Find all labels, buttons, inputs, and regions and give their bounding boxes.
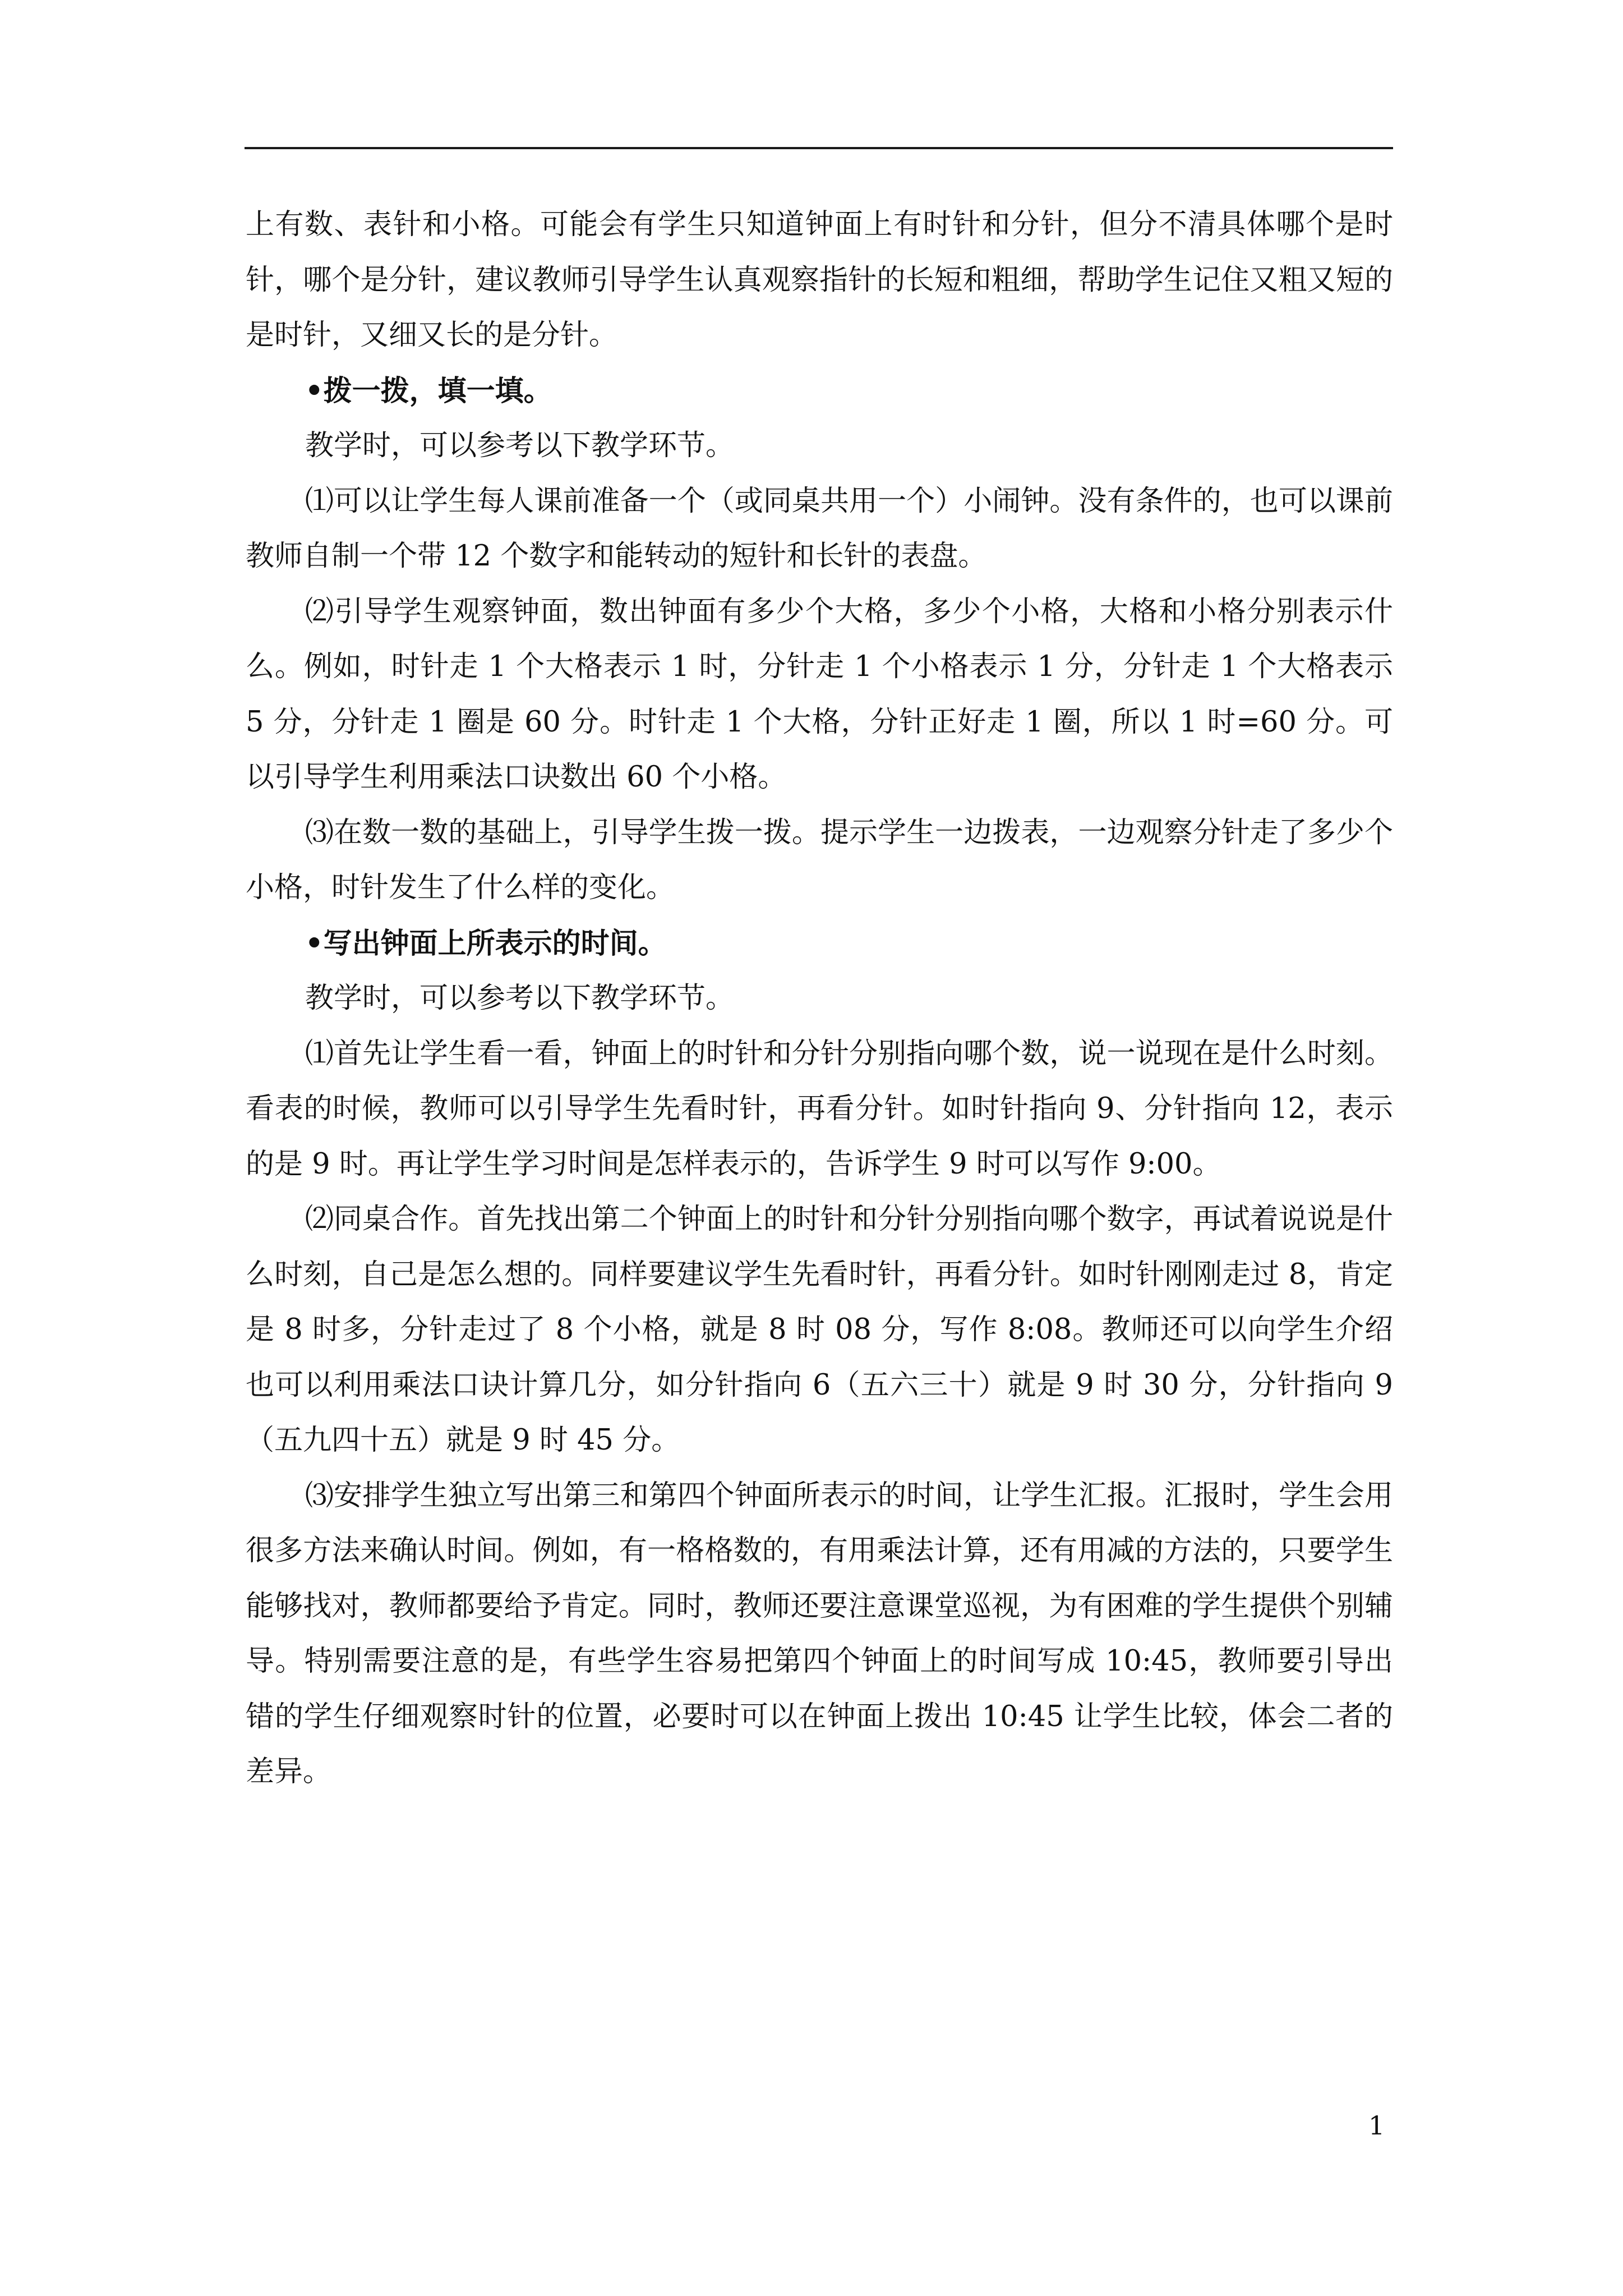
page-number: 1 bbox=[1368, 2110, 1385, 2141]
paragraph-step-3-b: ⑶安排学生独立写出第三和第四个钟面所表示的时间，让学生汇报。汇报时，学生会用很多方法来确认时间。例如，有一格格数的，有用乘法计算，还有用减的方法的，只要学生能够找对，教师都要给予肯定。同时，教师还要注意课堂巡视，为有困难的学生提供个别辅导。特别需要注意的是，有些学生容易把第四个钟面上的时间写成 10:45，教师要引导出错的学生仔细观察时针的位置，必要时可以在钟面上拨出 10:45 让学生比较，体会二者的差异。 bbox=[246, 1479, 1393, 1788]
paragraph-step-2-b: ⑵同桌合作。首先找出第二个钟面上的时针和分针分别指向哪个数字，再试着说说是什么时刻，自己是怎么想的。同样要建议学生先看时针，再看分针。如时针刚刚走过 8，肯定是 8 时多，分针走过了 8 个小格，就是 8 时 08 分，写作 8:08。教师还可以向学生介绍也可以利用乘法口诀计算几分，如分针指向 6（五六三十）就是 9 时 30 分，分针指向 9（五九四十五）就是 9 时 45 分。 bbox=[246, 1203, 1393, 1457]
paragraph-step-1: ⑴可以让学生每人课前准备一个（或同桌共用一个）小闹钟。没有条件的，也可以课前教师自制一个带 12 个数字和能转动的短针和长针的表盘。 bbox=[246, 484, 1393, 573]
paragraph-intro: 上有数、表针和小格。可能会有学生只知道钟面上有时针和分针，但分不清具体哪个是时针，哪个是分针，建议教师引导学生认真观察指针的长短和粗细，帮助学生记住又粗又短的是时针，又细又长的是分针。 bbox=[246, 208, 1393, 352]
section-heading-dial: •拨一拨，填一填。 bbox=[305, 374, 552, 408]
section-heading-write-time: •写出钟面上所表示的时间。 bbox=[305, 926, 667, 960]
header-rule bbox=[245, 147, 1393, 149]
paragraph-step-1-b: ⑴首先让学生看一看，钟面上的时针和分针分别指向哪个数，说一说现在是什么时刻。看表的时候，教师可以引导学生先看时针，再看分针。如时针指向 9、分针指向 12，表示的是 9 时。再让学生学习时间是怎样表示的，告诉学生 9 时可以写作 9:00。 bbox=[246, 1037, 1393, 1181]
paragraph-teaching-note-2: 教学时，可以参考以下教学环节。 bbox=[305, 982, 735, 1015]
document-body bbox=[246, 197, 1393, 1800]
paragraph-step-3: ⑶在数一数的基础上，引导学生拨一拨。提示学生一边拨表，一边观察分针走了多少个小格，时针发生了什么样的变化。 bbox=[246, 816, 1393, 904]
paragraph-step-2: ⑵引导学生观察钟面，数出钟面有多少个大格，多少个小格，大格和小格分别表示什么。例如，时针走 1 个大格表示 1 时，分针走 1 个小格表示 1 分，分针走 1 个大格表示 5 分，分针走 1 圈是 60 分。时针走 1 个大格，分针正好走 1 圈，所以 1 时=60 分。可以引导学生利用乘法口诀数出 60 个小格。 bbox=[246, 595, 1393, 794]
paragraph-teaching-note: 教学时，可以参考以下教学环节。 bbox=[305, 429, 735, 462]
